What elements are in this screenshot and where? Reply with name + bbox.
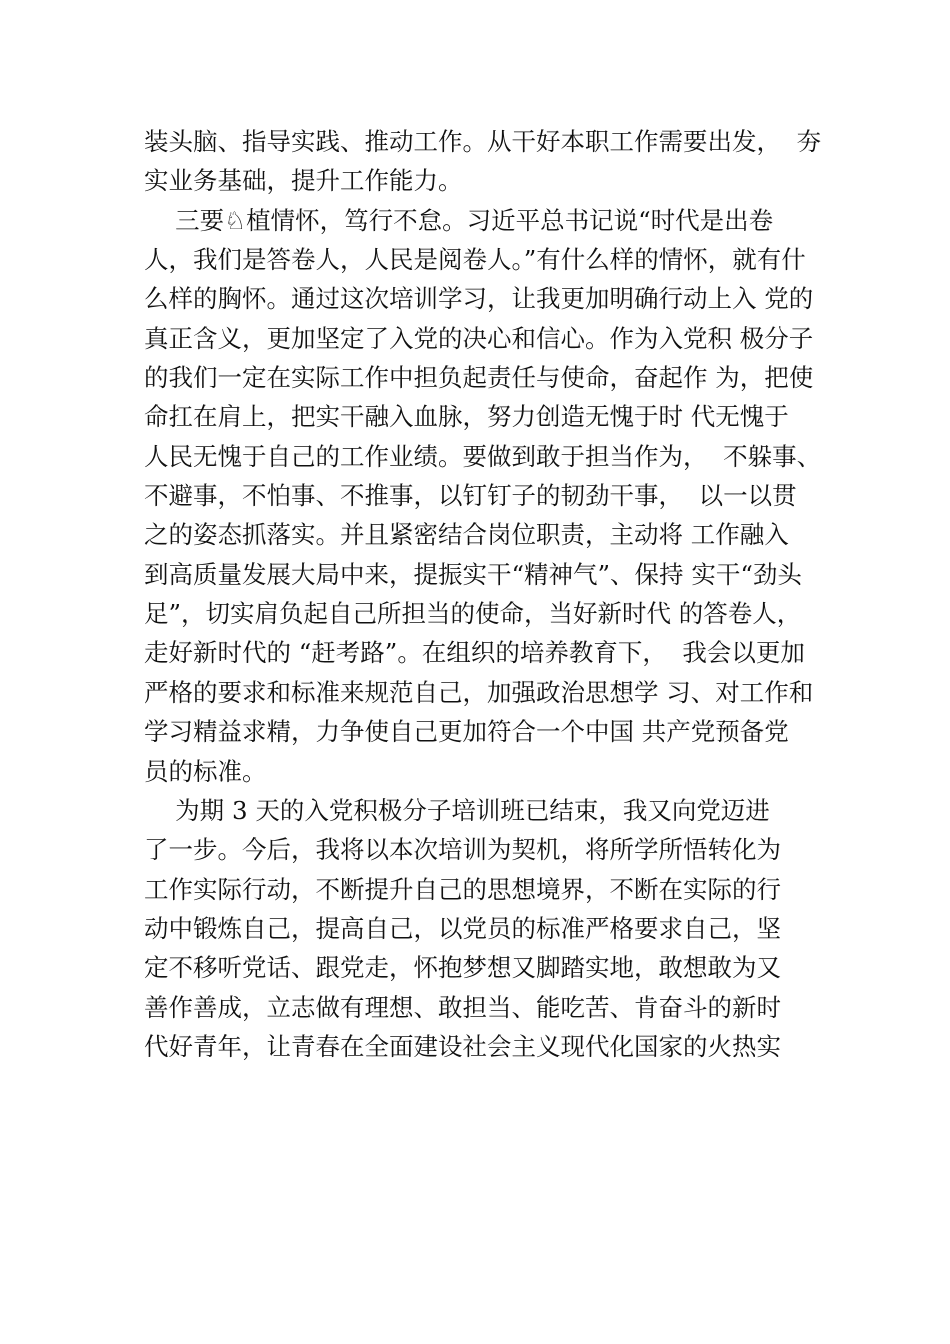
text-line: 的我们一定在实际工作中担负起责任与使命，奋起作 为，把使	[144, 363, 814, 393]
text-line: 之的姿态抓落实。并且紧密结合岗位职责，主动将 工作融入	[144, 520, 789, 550]
text-line: 了一步。今后，我将以本次培训为契机，将所学所悟转化为	[144, 835, 781, 865]
text-line: 员的标准。	[144, 756, 267, 786]
text-line: 到高质量发展大局中来，提振实干“精神气”、保持 实干“劲头	[144, 559, 802, 589]
text-line: 学习精益求精，力争使自己更加符合一个中国 共产党预备党	[144, 717, 789, 747]
text-line: 动中锻炼自己，提高自己，以党员的标准严格要求自己，坚	[144, 913, 781, 943]
text-line: 么样的胸怀。通过这次培训学习，让我更加明确行动上入 党的	[144, 284, 814, 314]
text-line: 善作善成，立志做有理想、敢担当、能吃苦、肯奋斗的新时	[144, 992, 781, 1022]
text-line: 不避事，不怕事、不推事，以钉钉子的韧劲干事， 以一以贯	[144, 481, 797, 511]
text-line: 命扛在肩上，把实干融入血脉，努力创造无愧于时 代无愧于	[144, 402, 789, 432]
text-line: 走好新时代的 “赶考路”。在组织的培养教育下， 我会以更加	[144, 638, 805, 668]
body-text	[144, 122, 834, 1066]
text-line: 定不移听党话、跟党走，怀抱梦想又脚踏实地，敢想敢为又	[144, 953, 781, 983]
text-line: 代好青年，让青春在全面建设社会主义现代化国家的火热实	[144, 1031, 781, 1061]
text-line: 人，我们是答卷人，人民是阅卷人。”有什么样的情怀，就有什	[144, 245, 806, 275]
text-line: 为期 3 天的入党积极分子培训班已结束，我又向党迈进	[144, 795, 770, 825]
text-line: 足”，切实肩负起自己所担当的使命，当好新时代 的答卷人，	[144, 599, 802, 629]
text-line: 三要♘植情怀，笃行不怠。习近平总书记说“时代是出卷	[144, 205, 774, 235]
text-line: 工作实际行动，不断提升自己的思想境界，不断在实际的行	[144, 874, 781, 904]
text-line: 人民无愧于自己的工作业绩。要做到敢于担当作为， 不躲事、	[144, 441, 822, 471]
text-line: 实业务基础，提升工作能力。	[144, 166, 463, 196]
text-line: 装头脑、指导实践、推动工作。从干好本职工作需要出发， 夯	[144, 127, 822, 156]
text-line: 严格的要求和标准来规范自己，加强政治思想学 习、对工作和	[144, 677, 814, 707]
text-line: 真正含义，更加坚定了入党的决心和信心。作为入党积 极分子	[144, 323, 814, 353]
